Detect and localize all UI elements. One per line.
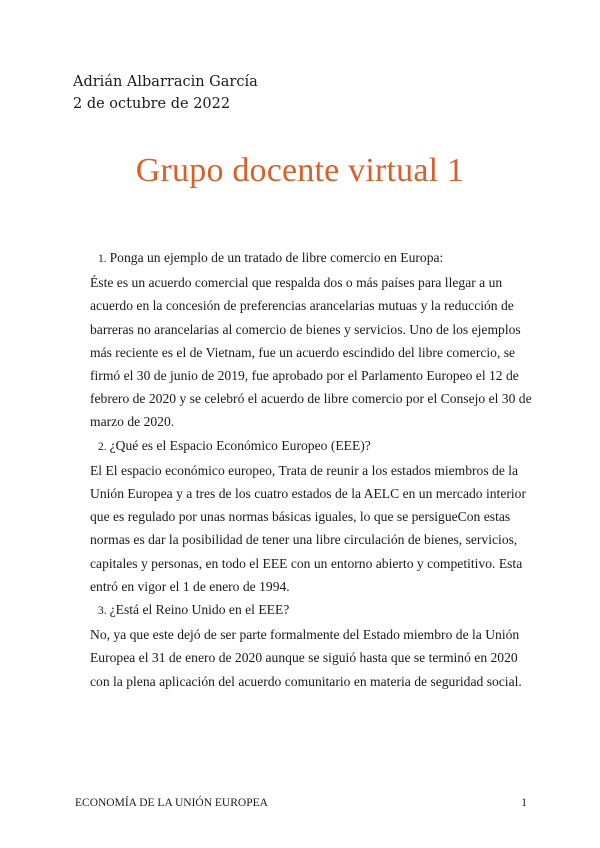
question-number: 1.	[98, 253, 107, 265]
question-number: 2.	[98, 440, 107, 453]
document-body	[90, 246, 536, 693]
document-title: Grupo docente virtual 1	[135, 152, 465, 189]
question-3	[90, 598, 536, 623]
answer-1: Éste es un acuerdo comercial que respalda dos o más países para llegar a un acuerdo en la concesión de preferencias arancelarias mutuas y la reducción de barreras no arancelarias al comercio de bienes y servicios. Uno de los ejemplos más reciente es el de Vietnam, fue un acuerdo escindido del libre comercio, se firmó el 30 de junio de 2019, fue aprobado por el Parlamento Europeo el 12 de febrero de 2020 y se celebró el acuerdo de libre comercio por el Consejo el 30 de marzo de 2020.	[90, 275, 532, 430]
question-number: 3.	[98, 605, 107, 618]
document-header	[73, 71, 258, 115]
page-footer	[75, 797, 527, 809]
footer-course-title: ECONOMÍA DE LA UNIÓN EUROPEA	[75, 797, 268, 809]
question-text: ¿Qué es el Espacio Económico Europeo (EEE)?	[109, 437, 371, 453]
question-2	[90, 434, 536, 459]
question-text: Ponga un ejemplo de un tratado de libre comercio en Europa:	[109, 250, 444, 265]
answer-2: El El espacio económico europeo, Trata de reunir a los estados miembros de la Unión Europea y a tres de los cuatro estados de la AELC en un mercado interior que es regulado por unas normas básicas iguales, lo que se persigueCon estas normas es dar la posibilidad de tener una libre circulación de bienes, servicios, capitales y personas, en todo el EEE con un entorno abierto y competitivo. Esta entró en vigor el 1 de enero de 1994.	[90, 462, 526, 594]
author-name: Adrián Albarracin García	[73, 74, 258, 90]
document-date: 2 de octubre de 2022	[73, 96, 231, 112]
question-text: ¿Está el Reino Unido en el EEE?	[109, 602, 290, 618]
page-number: 1	[521, 797, 527, 809]
question-1	[90, 246, 536, 271]
answer-3: No, ya que este dejó de ser parte formalmente del Estado miembro de la Unión Europea el 31 de enero de 2020 aunque se siguió hasta que se terminó en 2020 con la plena aplicación del acuerdo comunitario en materia de seguridad social.	[90, 627, 522, 689]
